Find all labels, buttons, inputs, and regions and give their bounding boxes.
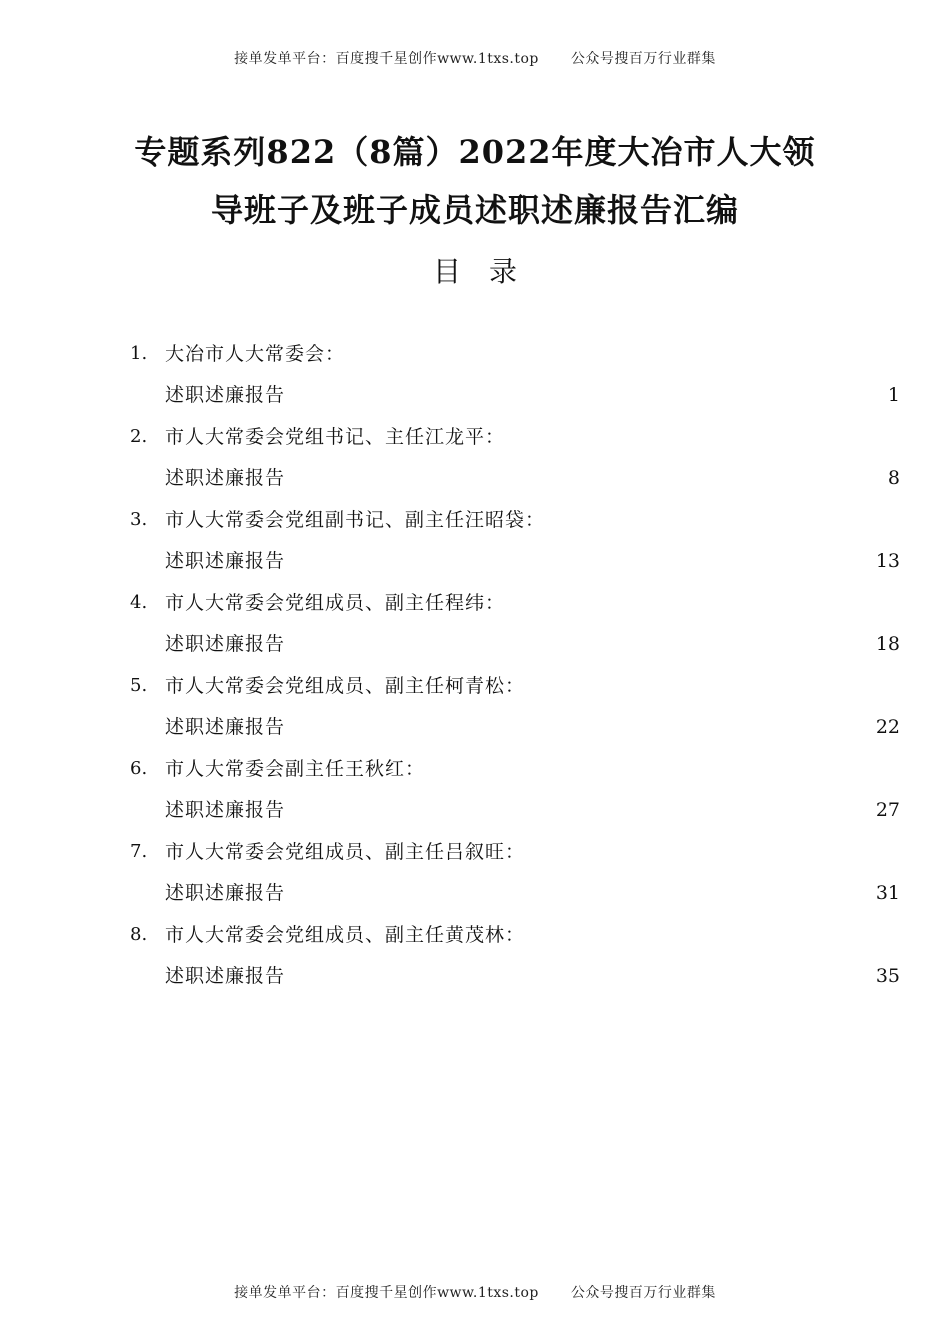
header-platform-text: 接单发单平台：百度搜千星创作www.1txs.top — [234, 51, 539, 67]
toc-entry-number: 2. — [130, 426, 148, 447]
toc-entry[interactable] — [0, 753, 950, 836]
toc-entry-page-number: 27 — [875, 799, 900, 821]
toc-entry-subject: 市人大常委会党组成员、副主任程纬： — [165, 592, 506, 614]
toc-entry-subject: 市人大常委会党组书记、主任江龙平： — [165, 426, 506, 448]
toc-entry-doc-title: 述职述廉报告 — [165, 965, 286, 987]
toc-entry[interactable] — [0, 504, 950, 587]
toc-entry-doc-title: 述职述廉报告 — [165, 799, 286, 821]
header-wechat-text: 公众号搜百万行业群集 — [570, 51, 716, 67]
toc-entry-doc-title: 述职述廉报告 — [165, 633, 286, 655]
toc-entry-page-number: 8 — [887, 467, 900, 489]
toc-entry[interactable] — [0, 421, 950, 504]
toc-entry[interactable] — [0, 338, 950, 421]
toc-entry[interactable] — [0, 587, 950, 670]
toc-entry-page-number: 31 — [875, 882, 900, 904]
toc-heading: 目录 — [432, 255, 545, 288]
footer-wechat-text: 公众号搜百万行业群集 — [570, 1285, 716, 1301]
toc-entry-doc-title: 述职述廉报告 — [165, 384, 286, 406]
toc-entry-doc-title: 述职述廉报告 — [165, 550, 286, 572]
toc-entry-page-number: 13 — [875, 550, 900, 572]
toc-entry-number: 8. — [130, 924, 148, 945]
toc-entry-number: 4. — [130, 592, 148, 613]
toc-entry-number: 5. — [130, 675, 148, 696]
footer-platform-text: 接单发单平台：百度搜千星创作www.1txs.top — [234, 1285, 539, 1301]
toc-entry-number: 6. — [130, 758, 148, 779]
toc-entry-subject: 市人大常委会党组成员、副主任吕叙旺： — [165, 841, 526, 863]
footer-banner — [0, 1282, 950, 1302]
toc-entry-page-number: 22 — [875, 716, 900, 738]
toc-entry-subject: 市人大常委会党组成员、副主任柯青松： — [165, 675, 526, 697]
toc-entry[interactable] — [0, 919, 950, 1002]
toc-entry-number: 3. — [130, 509, 148, 530]
toc-entry[interactable] — [0, 836, 950, 919]
toc-entry-subject: 大冶市人大常委会： — [165, 343, 346, 365]
toc-entry-page-number: 35 — [875, 965, 900, 987]
toc-entry-number: 1. — [130, 343, 148, 364]
toc-entry-subject: 市人大常委会副主任王秋红： — [165, 758, 426, 780]
toc-entry[interactable] — [0, 670, 950, 753]
header-banner — [0, 48, 950, 68]
document-title-line-2: 导班子及班子成员述职述廉报告汇编 — [210, 191, 739, 229]
toc-entry-doc-title: 述职述廉报告 — [165, 882, 286, 904]
table-of-contents — [0, 338, 950, 1002]
toc-entry-subject: 市人大常委会党组成员、副主任黄茂林： — [165, 924, 526, 946]
toc-entry-doc-title: 述职述廉报告 — [165, 467, 286, 489]
toc-entry-subject: 市人大常委会党组副书记、副主任汪昭袋： — [165, 509, 546, 531]
toc-entry-page-number: 18 — [875, 633, 900, 655]
document-title-line-1: 专题系列822（8篇）2022年度大冶市人大领 — [134, 133, 816, 171]
toc-entry-page-number: 1 — [887, 384, 900, 406]
toc-entry-number: 7. — [130, 841, 148, 862]
toc-entry-doc-title: 述职述廉报告 — [165, 716, 286, 738]
